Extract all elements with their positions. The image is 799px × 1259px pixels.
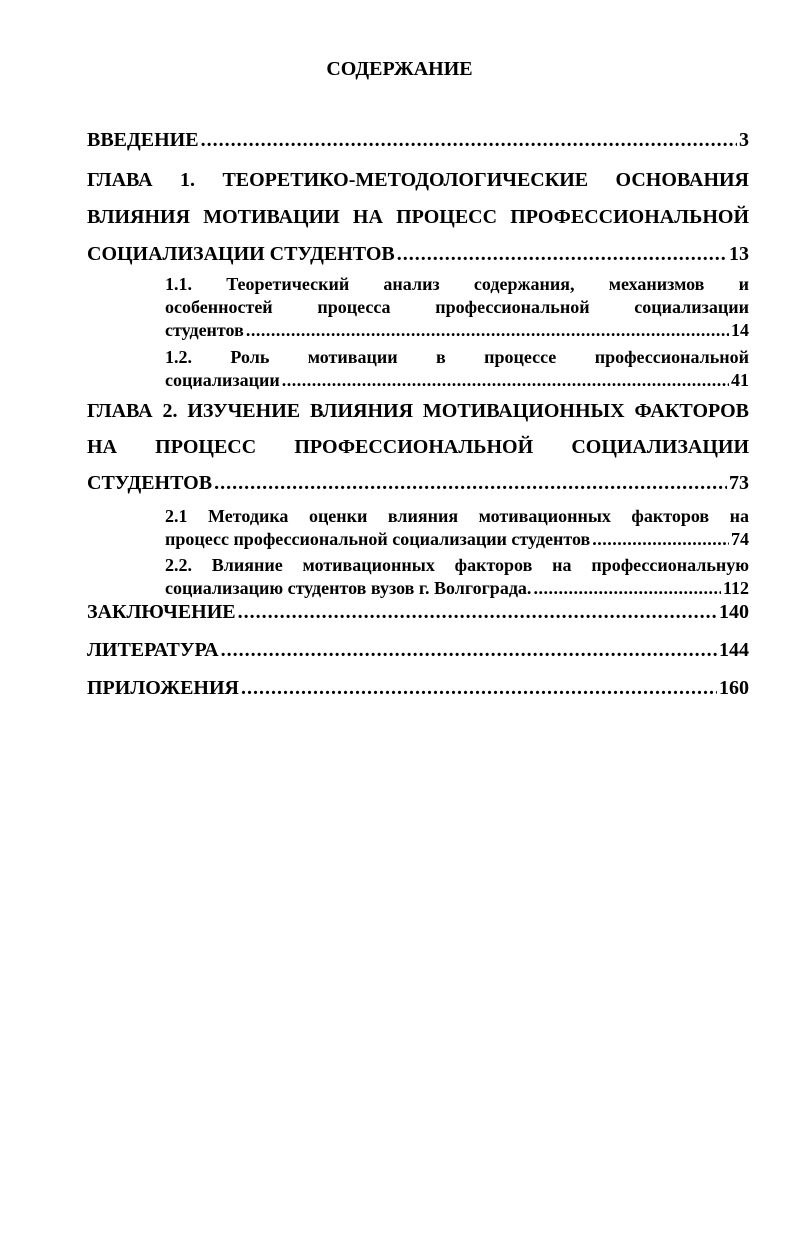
toc-page-number: 73	[729, 472, 749, 494]
toc-page-number: 14	[731, 320, 749, 340]
toc-page-number: 112	[722, 578, 749, 598]
toc-entry-line: ГЛАВА 2. ИЗУЧЕНИЕ ВЛИЯНИЯ МОТИВАЦИОННЫХ ФАКТОРОВ	[87, 400, 749, 422]
toc-page-number: 160	[719, 677, 749, 699]
toc-entry-section-2-2[interactable]	[165, 554, 749, 600]
toc-entry-label: социализации	[165, 370, 280, 390]
dot-leader	[221, 637, 717, 663]
dot-leader	[533, 577, 721, 600]
toc-page-number: 3	[739, 129, 749, 151]
dot-leader	[246, 319, 729, 342]
toc-page-number: 144	[719, 639, 749, 661]
toc-entry-appendices[interactable]	[87, 675, 749, 701]
toc-entry-line: 1.1. Теоретический анализ содержания, механизмов и	[165, 274, 749, 294]
toc-entry-section-2-1[interactable]	[165, 505, 749, 551]
toc-entry-section-1-1[interactable]	[165, 273, 749, 342]
toc-entry-section-1-2[interactable]	[165, 346, 749, 392]
toc-entry-label: процесс профессиональной социализации студентов	[165, 529, 591, 549]
dot-leader	[201, 127, 737, 153]
toc-page-number: 13	[729, 243, 749, 265]
toc-page-number: 140	[719, 601, 749, 623]
toc-entry-chapter-1[interactable]	[87, 162, 749, 273]
toc-entry-line: ГЛАВА 1. ТЕОРЕТИКО-МЕТОДОЛОГИЧЕСКИЕ ОСНОВАНИЯ	[87, 169, 749, 191]
dot-leader	[397, 236, 727, 273]
toc-entry-label: СОЦИАЛИЗАЦИИ СТУДЕНТОВ	[87, 243, 395, 265]
dot-leader	[282, 369, 729, 392]
toc-entry-chapter-2[interactable]	[87, 393, 749, 501]
toc-entry-line: особенностей процесса профессиональной социализации	[165, 297, 749, 317]
toc-entry-label: ЛИТЕРАТУРА	[87, 639, 219, 661]
dot-leader	[238, 599, 717, 625]
toc-entry-label: ВВЕДЕНИЕ	[87, 129, 199, 151]
toc-entry-literature[interactable]	[87, 637, 749, 663]
dot-leader	[592, 528, 729, 551]
toc-entry-label: ПРИЛОЖЕНИЯ	[87, 677, 239, 699]
toc-entry-line: 1.2. Роль мотивации в процессе профессиональной	[165, 347, 749, 367]
dot-leader	[241, 675, 717, 701]
toc-entry-line: 2.2. Влияние мотивационных факторов на профессиональную	[165, 555, 749, 575]
page-title: СОДЕРЖАНИЕ	[326, 58, 473, 80]
toc-entry-label: студентов	[165, 320, 244, 340]
toc-page-number: 41	[731, 370, 749, 390]
toc-entry-conclusion[interactable]	[87, 599, 749, 625]
dot-leader	[214, 465, 727, 501]
toc-entry-label: ЗАКЛЮЧЕНИЕ	[87, 601, 236, 623]
toc-entry-introduction[interactable]	[87, 127, 749, 153]
toc-entry-line: ВЛИЯНИЯ МОТИВАЦИИ НА ПРОЦЕСС ПРОФЕССИОНАЛЬНОЙ	[87, 206, 749, 228]
toc-entry-line: 2.1 Методика оценки влияния мотивационных факторов на	[165, 506, 749, 526]
toc-page-number: 74	[731, 529, 749, 549]
toc-entry-label: СТУДЕНТОВ	[87, 472, 213, 494]
toc-entry-label: социализацию студентов вузов г. Волгограда.	[165, 578, 532, 598]
toc-entry-line: НА ПРОЦЕСС ПРОФЕССИОНАЛЬНОЙ СОЦИАЛИЗАЦИИ	[87, 436, 749, 458]
